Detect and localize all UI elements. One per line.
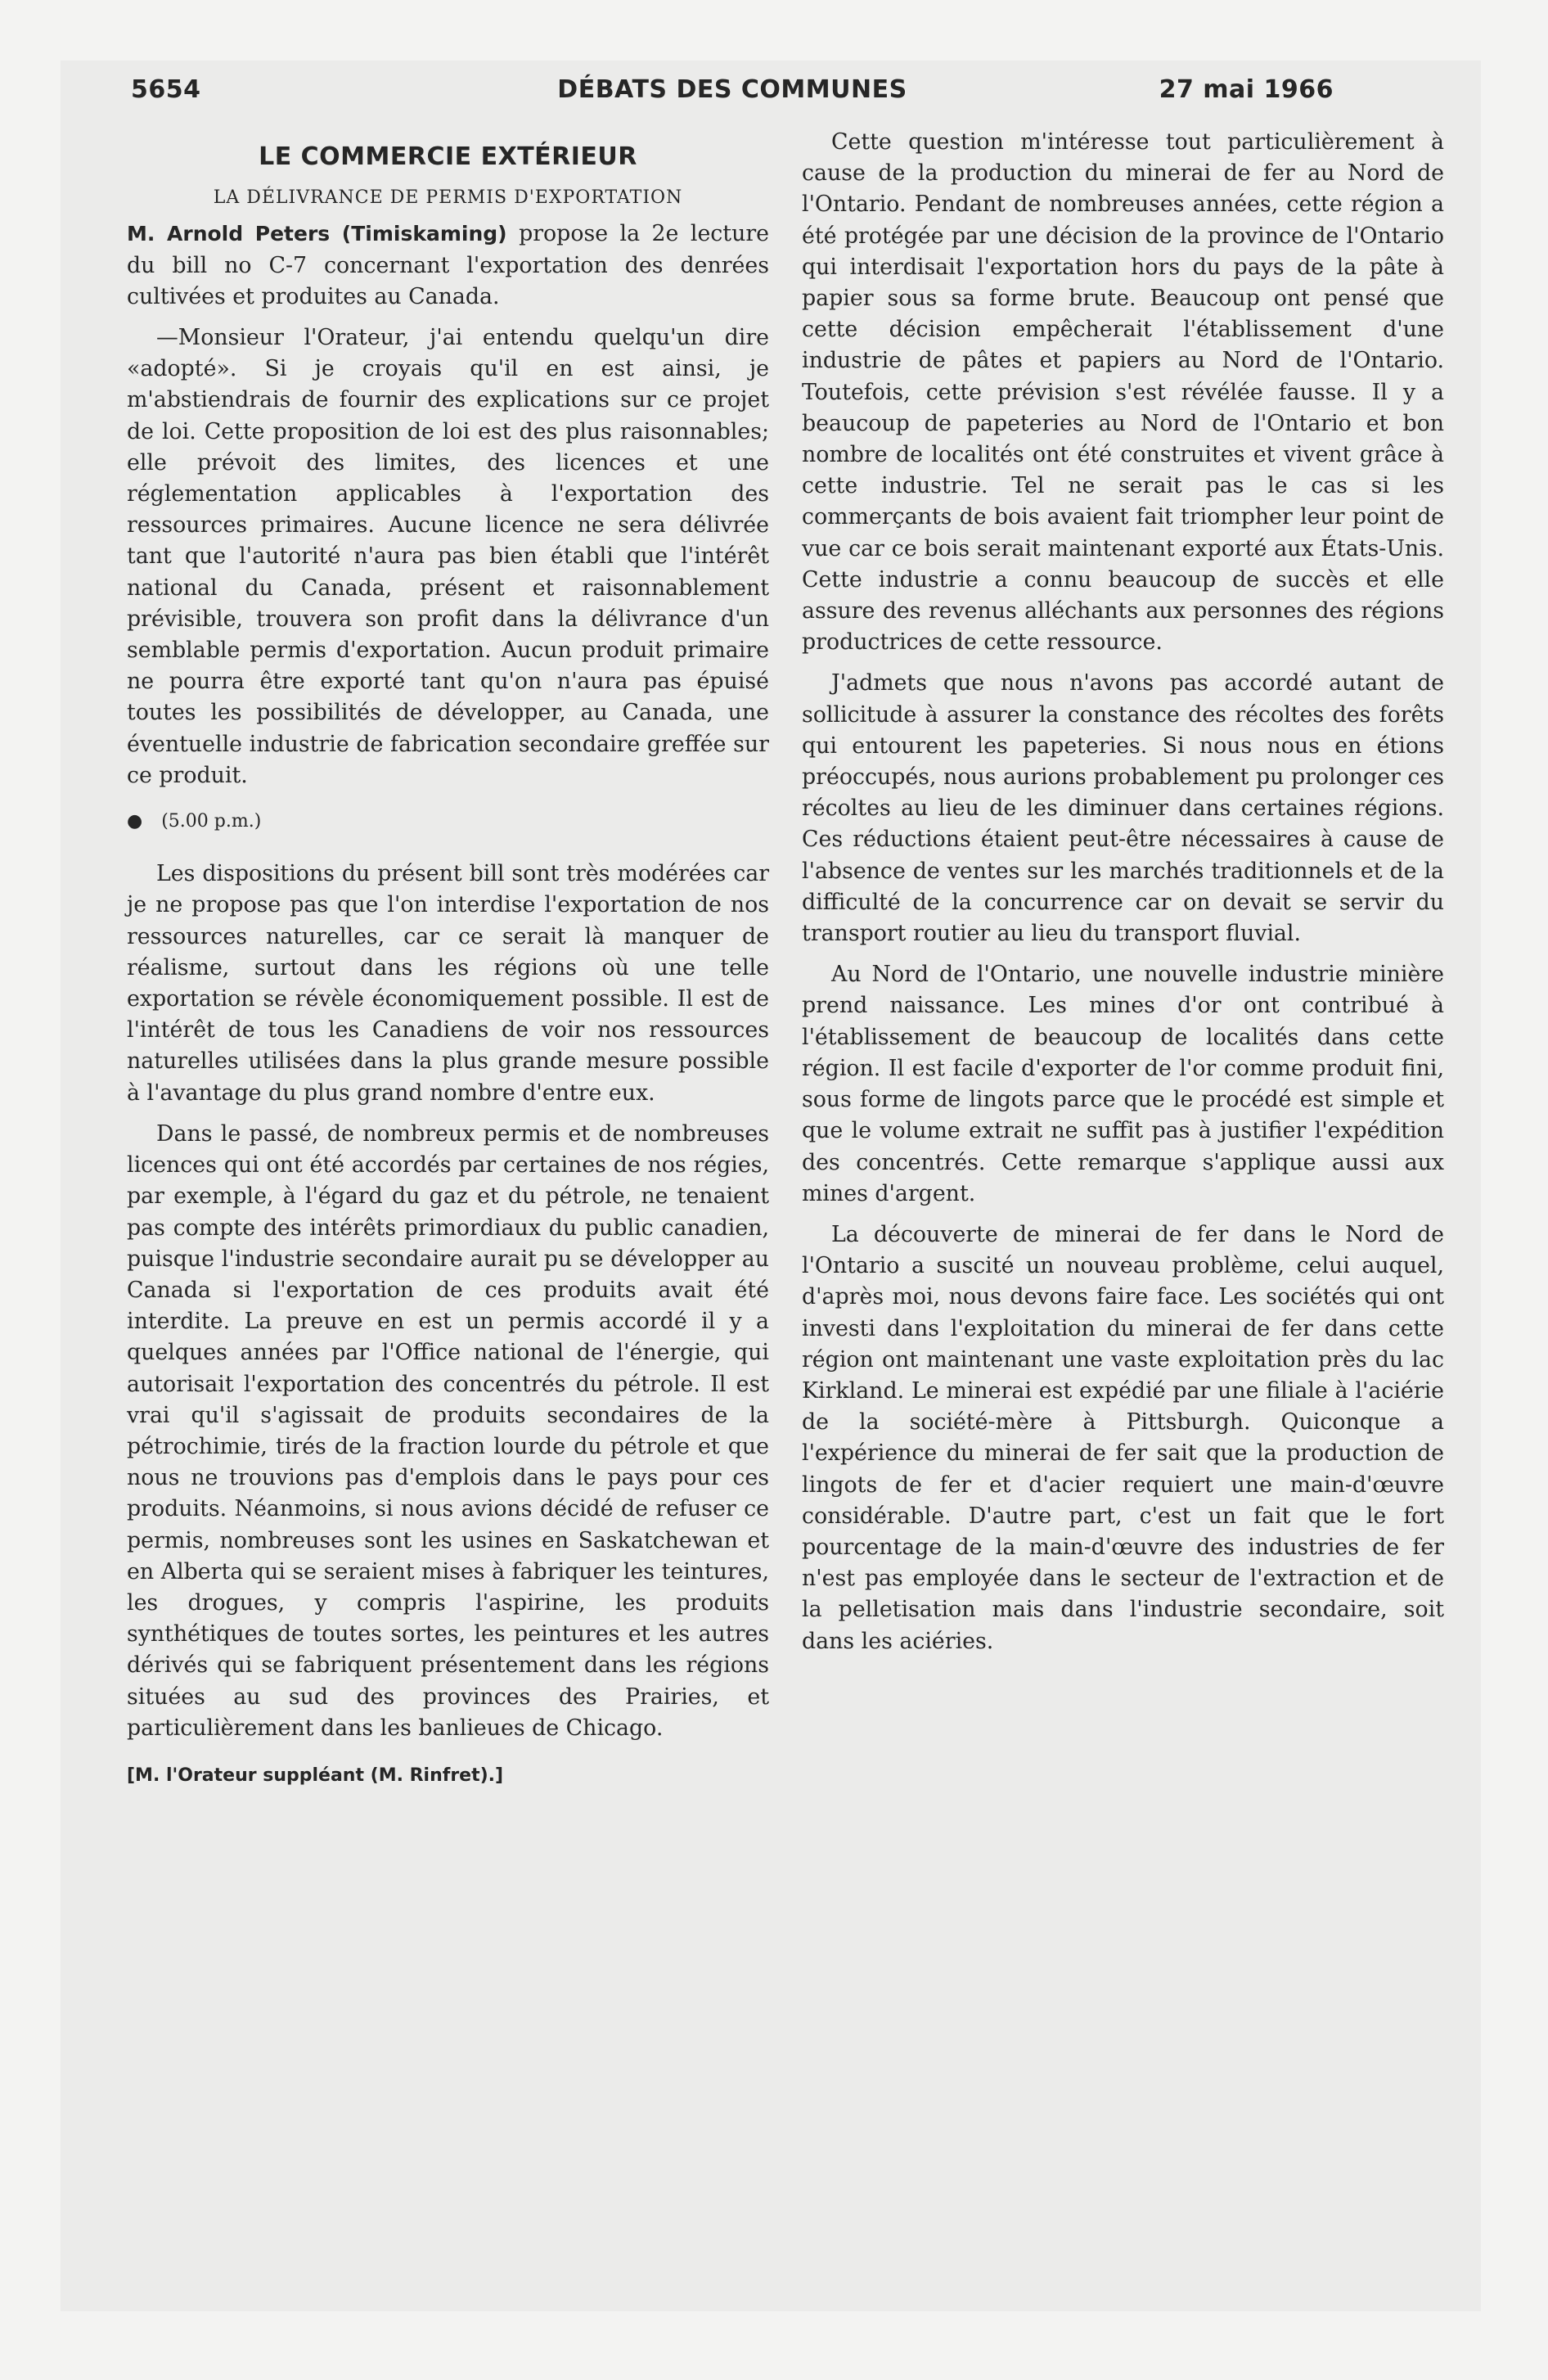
paragraph: Dans le passé, de nombreux permis et de nombreuses licences qui ont été accordés par certaines de nos régies, par exemple, à l'égard du gaz et du pétrole, ne tenaient pas compte des intérêts primordiaux du public canadien, puisque l'industrie secondaire aurait pu se développer au Canada si l'exportation de ces produits avait été interdite. La preuve en est un permis accordé il y a quelques années par l'Office national de l'énergie, qui autorisait l'exportation des concentrés du pétrole. Il est vrai qu'il s'agissait de produits secondaires de la pétrochimie, tirés de la fraction lourde du pétrole et que nous ne trouvions pas d'emplois dans le pays pour ces produits. Néanmoins, si nous avions décidé de refuser ce permis, nombreuses sont les usines en Saskatchewan et en Alberta qui se seraient mises à fabriquer les teintures, les drogues, y compris l'aspirine, les produits synthétiques de toutes sortes, les peintures et les autres dérivés qui se fabriquent présentement dans les régions situées au sud des provinces des Prairies, et particulièrement dans les banlieues de Chicago.: [127, 1120, 769, 1741]
speaker-name: M. Arnold Peters (Timiskaming): [127, 222, 507, 246]
journal-title: DÉBATS DES COMMUNES: [557, 75, 907, 104]
paragraph: Cette question m'intéresse tout particulièrement à cause de la production du minerai de fer au Nord de l'Ontario. Pendant de nombreuses années, cette région a été protégée par une décision de la province de l'Ontario qui interdisait l'exportation hors du pays de la pâte à papier sous sa forme brute. Beaucoup ont pensé que cette décision empêcherait l'établissement d'une industrie de pâtes et papiers au Nord de l'Ontario. Toutefois, cette prévision s'est révélée fausse. Il y a beaucoup de papeteries au Nord de l'Ontario et bon nombre de localités ont été construites et vivent grâce à cette industrie. Tel ne serait pas le cas si les commerçants de bois avaient fait triompher leur point de vue car ce bois serait maintenant exporté aux États-Unis. Cette industrie a connu beaucoup de succès et elle assure des revenus alléchants aux personnes des régions productrices de cette ressource.: [802, 129, 1444, 656]
time-marker: [127, 806, 769, 837]
page-number: 5654: [131, 75, 201, 104]
paragraph: J'admets que nous n'avons pas accordé autant de sollicitude à assurer la constance des récoltes des forêts qui entourent les papeteries. Si nous nous en étions préoccupés, nous aurions probablement pu prolonger ces récoltes au lieu de les diminuer dans certaines régions. Ces réductions étaient peut-être nécessaires à cause de l'absence de ventes sur les marchés traditionnels et de la difficulté de la concurrence car on devait se servir du transport routier au lieu du transport fluvial.: [802, 670, 1444, 947]
section-title: LE COMMERCIE EXTÉRIEUR: [259, 142, 637, 171]
motion-text: propose la 2e lecture du bill no C-7 concernant l'exportation des denrées cultivées et produites au Canada.: [127, 221, 770, 309]
paragraph: La découverte de minerai de fer dans le Nord de l'Ontario a suscité un nouveau problème, celui auquel, d'après moi, nous devons faire face. Les sociétés qui ont investi dans l'exploitation du minerai de fer dans cette région ont maintenant une vaste exploitation près du lac Kirkland. Le minerai est expédié par une filiale à l'aciérie de la société-mère à Pittsburgh. Quiconque a l'expérience du minerai de fer sait que la production de lingots de fer et d'acier requiert une main-d'œuvre considérable. D'autre part, c'est un fait que le fort pourcentage de la main-d'œuvre des industries de fer n'est pas employée dans le secteur de l'extraction et de la pelletisation mais dans l'industrie secondaire, soit dans les aciéries.: [802, 1221, 1444, 1654]
page-date: 27 mai 1966: [1159, 75, 1334, 104]
section-subtitle: LA DÉLIVRANCE DE PERMIS D'EXPORTATION: [213, 187, 683, 209]
paragraph: Les dispositions du présent bill sont très modérées car je ne propose pas que l'on interdise l'exportation de nos ressources naturelles, car ce serait là manquer de réalisme, surtout dans les régions où une telle exportation se révèle économiquement possible. Il est de l'intérêt de tous les Canadiens de voir nos ressources naturelles utilisées dans la plus grande mesure possible à l'avantage du plus grand nombre d'entre eux.: [127, 861, 769, 1106]
paragraph: —Monsieur l'Orateur, j'ai entendu quelqu'un dire «adopté». Si je croyais qu'il en est ainsi, je m'abstiendrais de fournir des explications sur ce projet de loi. Cette proposition de loi est des plus raisonnables; elle prévoit des limites, des licences et une réglementation applicables à l'exportation des ressources primaires. Aucune licence ne sera délivrée tant que l'autorité n'aura pas bien établi que l'intérêt national du Canada, présent et raisonnablement prévisible, trouvera son profit dans la délivrance d'un semblable permis d'exportation. Aucun produit primaire ne pourra être exporté tant qu'on n'aura pas épuisé toutes les possibilités de développer, au Canada, une éventuelle industrie de fabrication secondaire greffée sur ce produit.: [127, 325, 769, 788]
paragraph: Au Nord de l'Ontario, une nouvelle industrie minière prend naissance. Les mines d'or ont contribué à l'établissement de beaucoup de localités dans cette région. Il est facile d'exporter de l'or comme produit fini, sous forme de lingots parce que le procédé est simple et que le volume extrait ne suffit pas à justifier l'expédition des concentrés. Cette remarque s'applique aussi aux mines d'argent.: [802, 962, 1444, 1206]
speaker-note: [M. l'Orateur suppléant (M. Rinfret).]: [127, 1765, 504, 1786]
time-stamp: (5.00 p.m.): [161, 811, 262, 832]
bullet-icon: ●: [127, 811, 143, 832]
left-column: [127, 127, 769, 1792]
page-header: [65, 75, 1399, 116]
right-column: [802, 127, 1444, 1667]
motion-paragraph: [127, 219, 769, 313]
